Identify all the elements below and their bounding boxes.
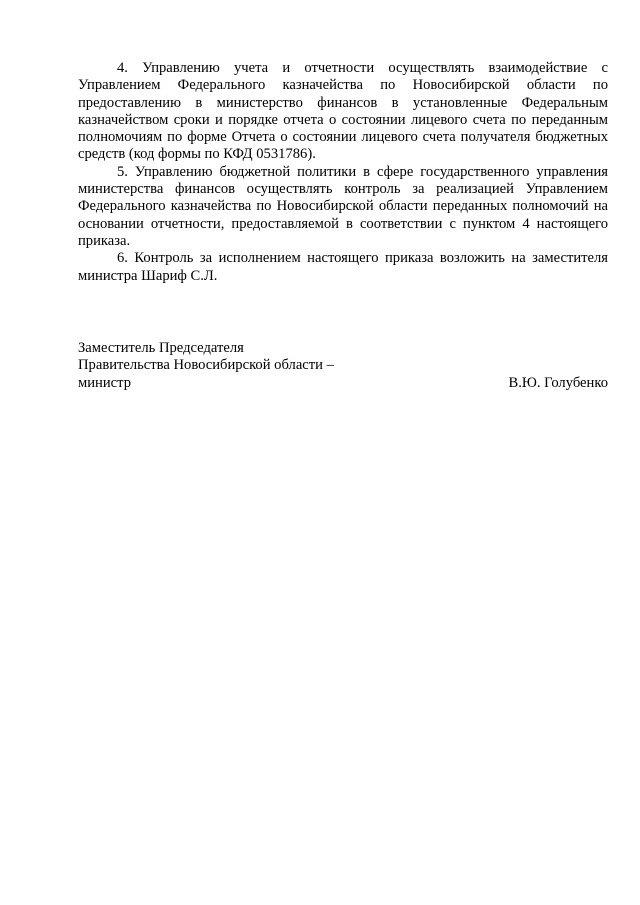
signatory-name: В.Ю. Голубенко	[508, 374, 608, 391]
signatory-position-line3: министр	[78, 374, 131, 391]
signatory-position-line1: Заместитель Председателя	[78, 340, 244, 356]
document-body	[78, 60, 608, 285]
paragraph-item-5: 5. Управлению бюджетной политики в сфере государственного управления министерства финансов осуществлять контроль за реализацией Управлением Федерального казначейства по Новосибирской области переданных полномочий на основании отчетности, предоставляемой в соответствии с пунктом 4 настоящего приказа.	[78, 163, 608, 249]
signature-last-line	[78, 375, 608, 392]
signature-block	[78, 340, 608, 392]
signatory-position-line2: Правительства Новосибирской области –	[78, 357, 334, 374]
paragraph-item-6: 6. Контроль за исполнением настоящего приказа возложить на заместителя министра Шариф С.Л.	[78, 250, 608, 284]
paragraph-item-4: 4. Управлению учета и отчетности осуществлять взаимодействие с Управлением Федерального казначейства по Новосибирской области по предоставлению в министерство финансов в установленные Федеральным казначейством сроки и порядке отчета о состоянии лицевого счета по переданным полномочиям по форме Отчета о состоянии лицевого счета получателя бюджетных средств (код формы по КФД 0531786).	[78, 60, 608, 163]
